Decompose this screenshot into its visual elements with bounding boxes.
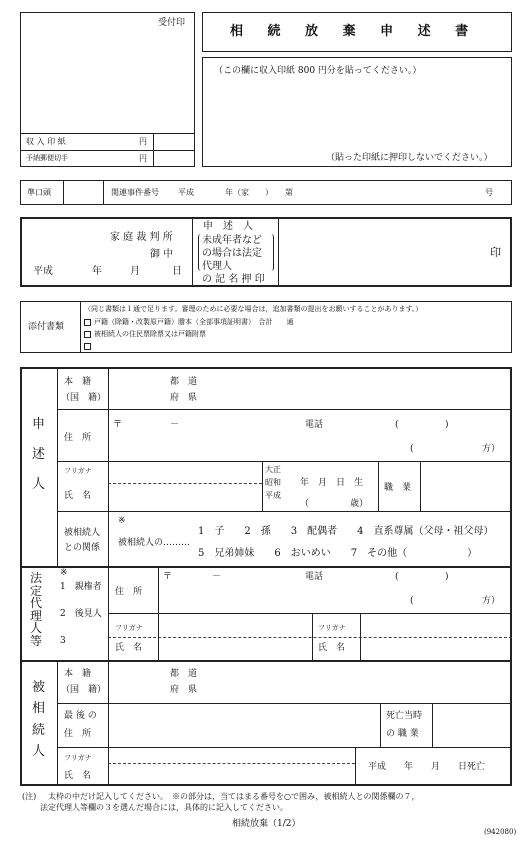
- representative-furigana-label-2: フリガナ: [318, 624, 346, 632]
- form-code: (942080): [484, 828, 517, 836]
- deceased-last-address-label-1: 最 後 の: [64, 711, 97, 721]
- applicant-care-of: 方）: [482, 444, 501, 454]
- seal-mark: 印: [490, 246, 501, 259]
- related-case-label: 関連事件番号: [111, 188, 159, 197]
- deceased-todo: 都 道: [170, 669, 198, 679]
- applicant-phone-open: (: [395, 420, 399, 430]
- filing-date-month: 月: [130, 266, 140, 277]
- representative-furigana-label: フリガナ: [115, 624, 143, 632]
- applicant-age-close: 歳）: [350, 499, 369, 509]
- applicant-fuken: 府 県: [170, 393, 198, 403]
- applicant-era-heisei: 平成: [265, 491, 281, 500]
- applicant-phone-close: ): [445, 420, 449, 430]
- applicant-seal-label-3: の場合は法定: [202, 248, 262, 259]
- deceased-last-address-label-2: 住 所: [64, 729, 92, 739]
- applicant-age-open: （: [300, 499, 310, 509]
- stamp-instruction: （この欄に収入印紙 800 円分を貼ってください。）: [214, 66, 422, 76]
- attachments-note: （同じ書類は１通で足ります。審理のために必要な場合は，追加書類の提出をお願いすることがあります。）: [84, 305, 423, 313]
- applicant-birth-date: 年 月 日 生: [300, 478, 364, 488]
- representative-postal-dash: －: [212, 572, 222, 582]
- prelim-label: 準口頭: [27, 188, 51, 197]
- applicant-seal-label-1: 申 述 人: [203, 221, 253, 232]
- attachment-checkbox-2[interactable]: [84, 331, 91, 338]
- representative-option-3[interactable]: 3: [60, 636, 66, 646]
- attachment-item-1: 戸籍（除籍・改製原戸籍）謄本（全部事項証明書） 合計 通: [94, 318, 294, 326]
- representative-section-label: 法 定 代 理 人 等: [30, 571, 43, 648]
- filing-date-year: 年: [92, 266, 102, 277]
- applicant-section-label: 申 述 人: [32, 417, 46, 492]
- applicant-relation-label-1: 被相続人: [64, 528, 101, 538]
- attachments-label: 添付書類: [28, 322, 65, 332]
- representative-option-2[interactable]: 2 後見人: [60, 609, 102, 619]
- representative-phone-label: 電話: [305, 572, 324, 582]
- deceased-death-date: 平成 年 月 日死亡: [368, 762, 486, 772]
- representative-mark: ※: [60, 568, 68, 578]
- deceased-kokuseki-label: （国 籍）: [61, 685, 107, 695]
- representative-phone-open: (: [395, 572, 399, 582]
- deceased-name-label: 氏 名: [64, 771, 92, 781]
- postage-unit: 円: [139, 154, 147, 163]
- applicant-note-bracket: [198, 234, 274, 271]
- revenue-stamp-label: 収 入 印 紙: [26, 137, 66, 146]
- footer-note-line-2: 法定代理人等欄の３を選んだ場合には，具体的に記入してください。: [40, 803, 288, 812]
- representative-option-1[interactable]: 1 親権者: [60, 582, 102, 592]
- applicant-seal-label-4: 代理人: [202, 261, 232, 272]
- applicant-relation-options-1[interactable]: 1 子 2 孫 3 配偶者 4 直系尊属（父母・祖父母）: [198, 526, 494, 537]
- applicant-seal-label-5: の 記 名 押 印: [202, 274, 265, 285]
- deceased-furigana-label: フリガナ: [64, 754, 92, 762]
- representative-address-label: 住 所: [115, 587, 143, 597]
- main-table: [20, 367, 512, 786]
- representative-care-of: 方）: [482, 596, 501, 606]
- attachment-item-2: 被相続人の住民票除票又は戸籍附票: [94, 330, 206, 338]
- deceased-job-label-2: の 職 業: [386, 729, 419, 739]
- representative-postal-mark: 〒: [163, 572, 173, 582]
- deceased-honseki-label: 本 籍: [64, 669, 92, 679]
- revenue-stamp-unit: 円: [139, 137, 147, 146]
- attachment-checkbox-3[interactable]: [84, 343, 91, 350]
- filing-date-day: 日: [172, 266, 182, 277]
- applicant-postal-dash: －: [170, 420, 180, 430]
- case-number-prefix: 第: [285, 188, 293, 197]
- applicant-name-label: 氏 名: [64, 491, 92, 501]
- applicant-honseki-label: 本 籍: [64, 377, 92, 387]
- stamp-seal-note: （貼った印紙に押印しないでください。）: [326, 153, 493, 163]
- representative-phone-close: ): [445, 572, 449, 582]
- case-number-suffix: 号: [485, 188, 493, 197]
- footer-note-line-1: 太枠の中だけ記入してください。 ※の部分は，当てはまる番号を○で囲み，被相続人との関係欄の７，: [48, 792, 420, 801]
- applicant-phone-label: 電話: [305, 420, 324, 430]
- applicant-era-taisho: 大正: [265, 465, 281, 474]
- deceased-section-label: 被 相 続 人: [32, 680, 46, 760]
- case-era: 平成: [178, 188, 194, 197]
- page-title: 相 続 放 棄 申 述 書: [230, 24, 479, 39]
- applicant-relation-label-2: との関係: [64, 543, 101, 553]
- applicant-relation-mark: ※: [118, 516, 126, 526]
- filing-date-era: 平成: [33, 266, 53, 277]
- footer-note-label: (注): [22, 792, 37, 801]
- case-year-ka: 年（家: [225, 188, 249, 197]
- applicant-relation-prefix: 被相続人の………: [118, 538, 191, 548]
- postage-label: 予納郵便切手: [26, 154, 68, 162]
- attachment-checkbox-1[interactable]: [84, 319, 91, 326]
- representative-name-label: 氏 名: [115, 643, 143, 653]
- applicant-address-label: 住 所: [64, 433, 92, 443]
- applicant-seal-label-2: 未成年者など: [202, 235, 262, 246]
- onchu-label: 御 中: [150, 249, 174, 260]
- applicant-era-showa: 昭和: [265, 478, 281, 487]
- deceased-job-label-1: 死亡当時: [386, 711, 423, 721]
- receipt-stamp-label: 受付印: [158, 18, 186, 28]
- representative-name-label-2: 氏 名: [318, 643, 346, 653]
- representative-care-open: (: [410, 596, 414, 606]
- page-number-label: 相続放棄（1/2）: [232, 819, 301, 829]
- applicant-postal-mark: 〒: [113, 420, 123, 430]
- applicant-furigana-label: フリガナ: [64, 467, 92, 475]
- court-label: 家 庭 裁 判 所: [110, 232, 173, 243]
- applicant-kokuseki-label: （国 籍）: [61, 393, 107, 403]
- applicant-occupation-label: 職 業: [384, 483, 412, 493]
- deceased-fuken: 府 県: [170, 685, 198, 695]
- case-paren-close: ）: [265, 188, 273, 197]
- applicant-relation-options-2[interactable]: 5 兄弟姉妹 6 おいめい 7 その他（ ）: [198, 548, 478, 559]
- applicant-todo: 都 道: [170, 377, 198, 387]
- applicant-care-open: (: [410, 444, 414, 454]
